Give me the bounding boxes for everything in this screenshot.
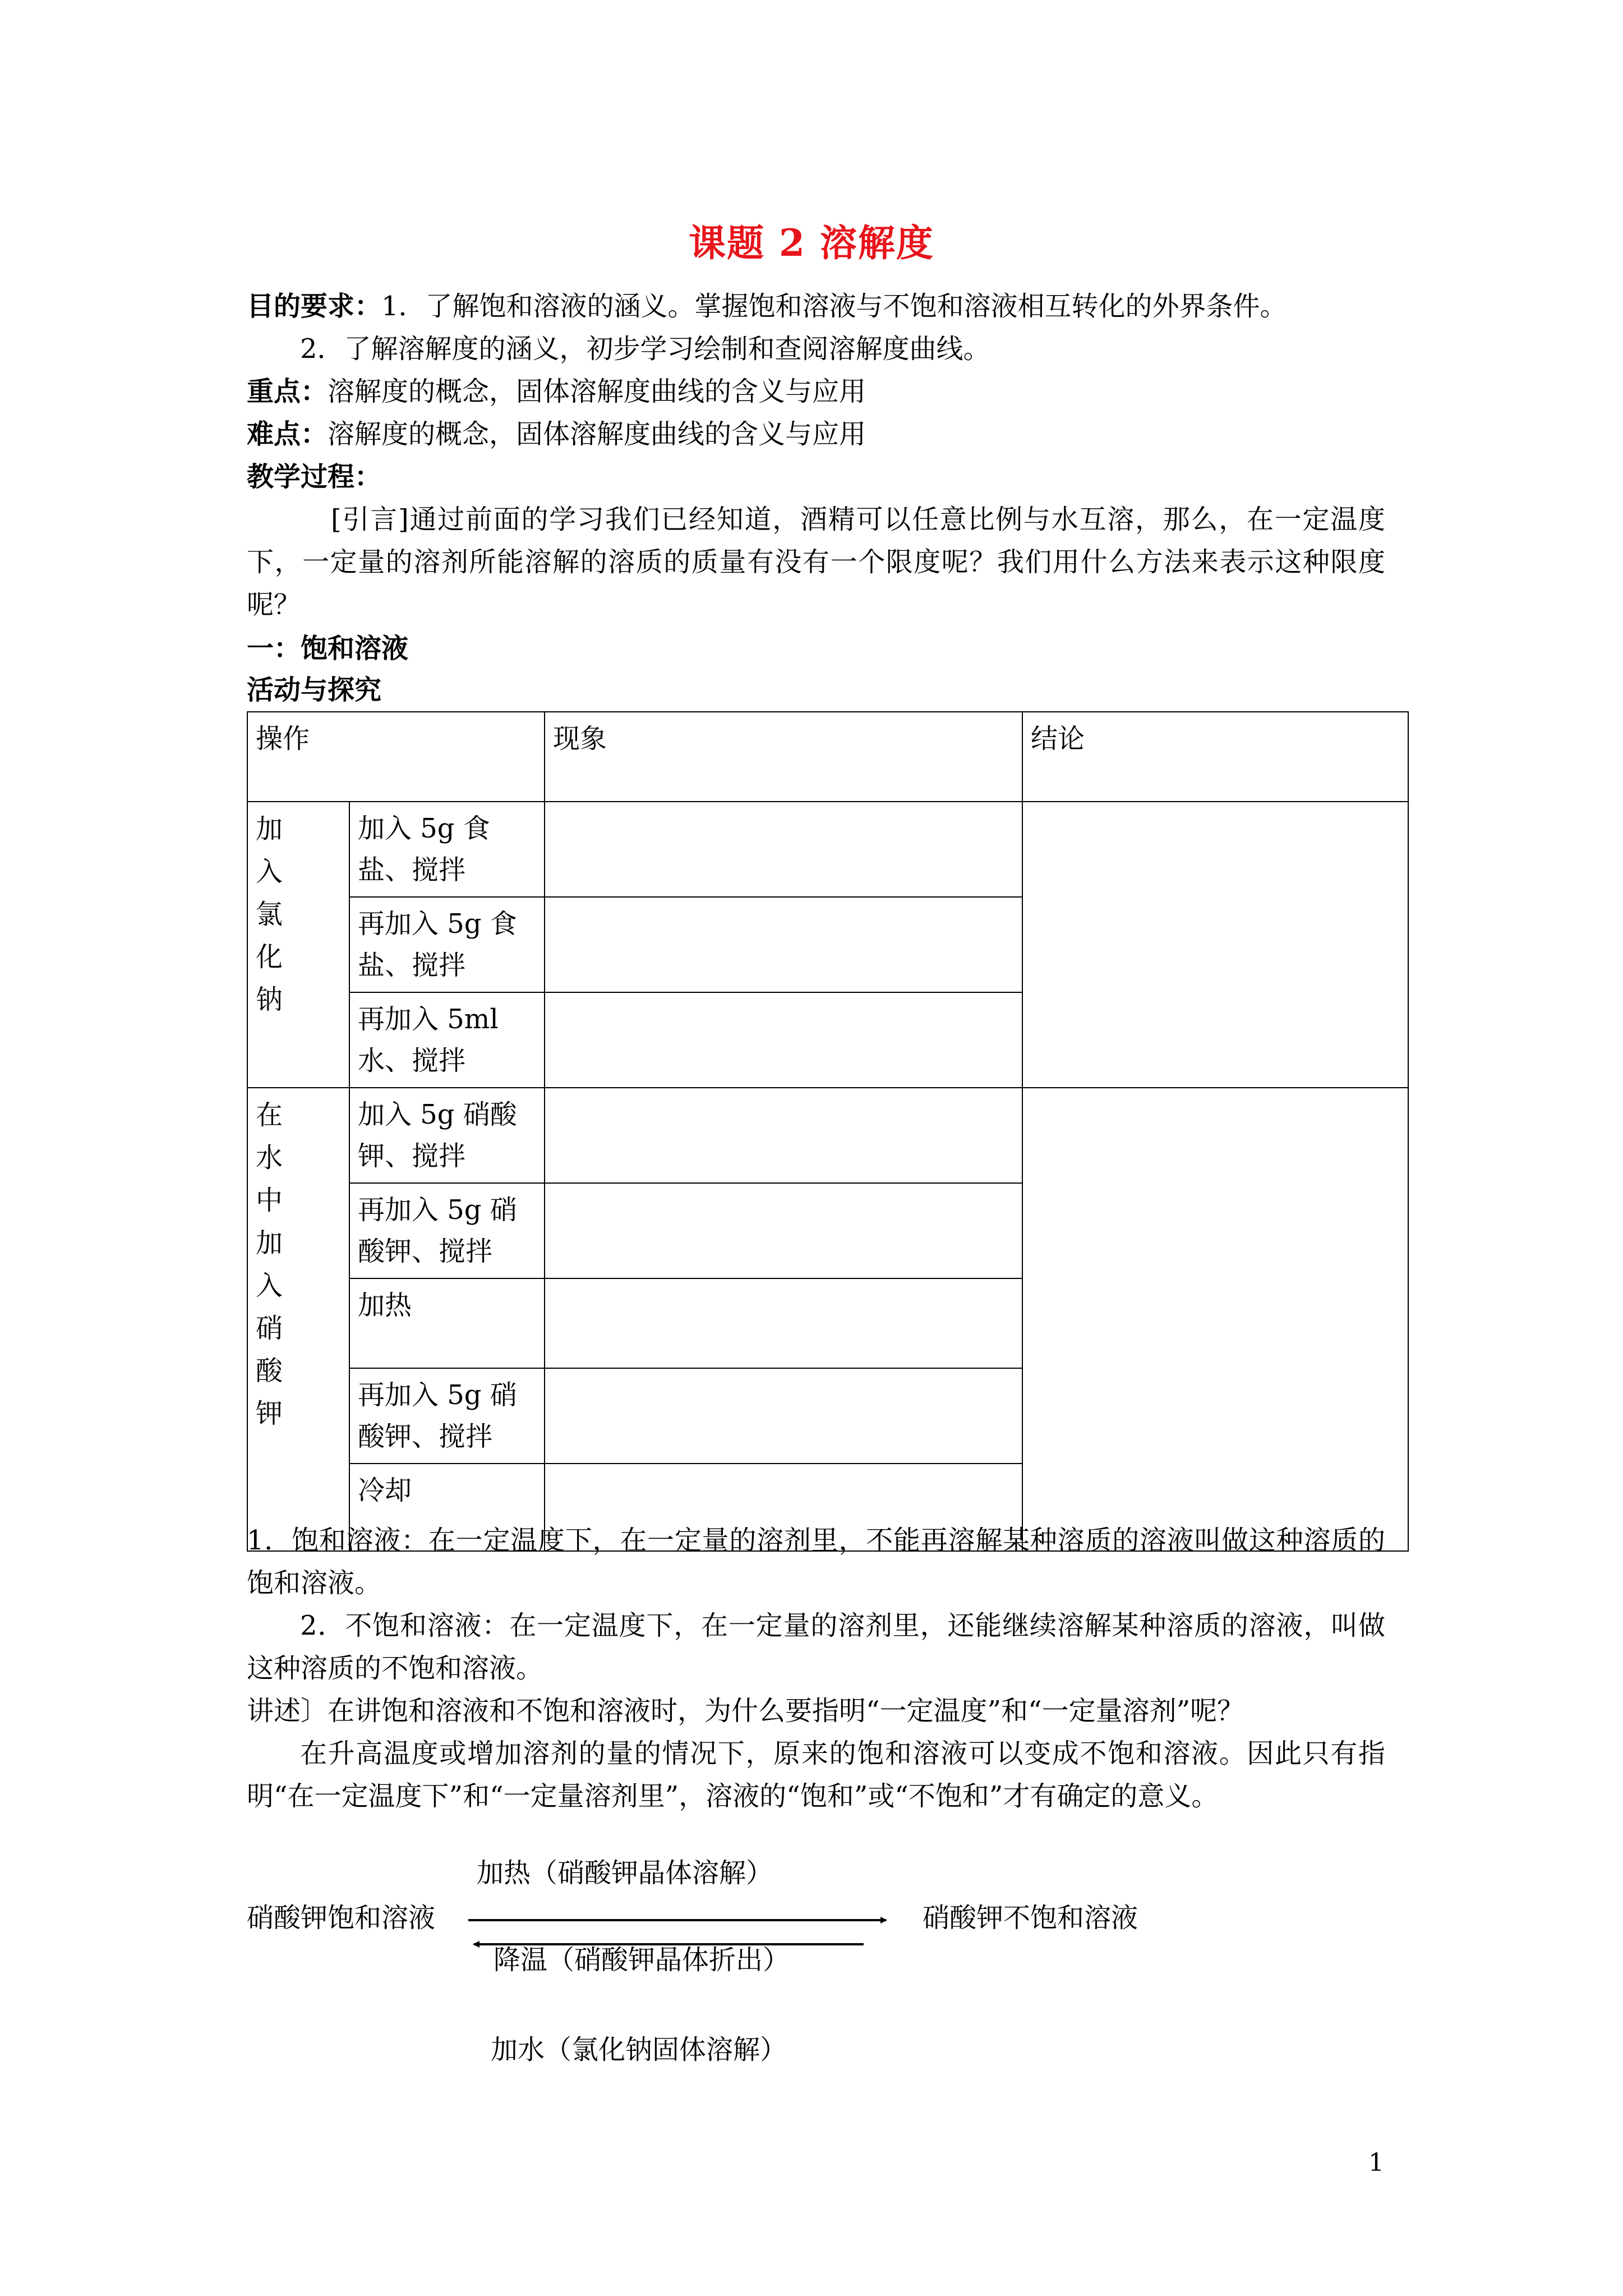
explanation-paragraph: 在升高温度或增加溶剂的量的情况下，原来的饱和溶液可以变成不饱和溶液。因此只有指明“在一定温度下”和“一定量溶剂里”，溶液的“饱和”或“不饱和”才有确定的意义。 [247,1738,1385,1812]
definition-unsaturated: 2．不饱和溶液：在一定温度下，在一定量的溶剂里，还能继续溶解某种溶质的溶液，叫做这种溶质的不饱和溶液。 [247,1610,1385,1684]
header-conclusion: 结论 [1022,712,1408,802]
header-phenomenon: 现象 [545,712,1022,802]
key-point-label: 重点： [247,376,328,407]
objective-2: 2．了解溶解度的涵义，初步学习绘制和查阅溶解度曲线。 [300,333,990,365]
page-title: 课题 2 溶解度 [689,221,934,265]
difficulty-text: 溶解度的概念，固体溶解度曲线的含义与应用 [328,418,866,450]
operation-cell: 再加入 5g 硝酸钾、搅拌 [349,1368,545,1464]
conversion-left: 硝酸钾饱和溶液 [247,1902,436,1934]
operation-cell: 再加入 5ml 水、搅拌 [349,992,545,1088]
difficulty-label: 难点： [247,418,328,450]
lecture-question: 讲述〕在讲饱和溶液和不饱和溶液时，为什么要指明“一定温度”和“一定量溶剂”呢？ [247,1695,1244,1727]
definition-saturated: 1．饱和溶液：在一定温度下，在一定量的溶剂里，不能再溶解某种溶质的溶液叫做这种溶质的饱和溶液。 [247,1525,1385,1599]
conversion-right: 硝酸钾不饱和溶液 [923,1902,1138,1934]
operation-cell: 冷却 [349,1464,545,1551]
key-point-text: 溶解度的概念，固体溶解度曲线的含义与应用 [328,376,866,407]
conversion-extra-label: 加水（氯化钠固体溶解） [491,2034,787,2065]
header-operation: 操作 [247,712,545,802]
objectives-label: 目的要求： [247,291,382,322]
section-heading-saturated: 一：饱和溶液 [247,633,409,664]
conversion-top-label: 加热（硝酸钾晶体溶解） [477,1857,773,1889]
process-label: 教学过程： [247,461,382,493]
group-label-kno3: 在水中加入硝酸钾 [247,1088,349,1551]
intro-paragraph: [引言]通过前面的学习我们已经知道，酒精可以任意比例与水互溶，那么，在一定温度下，一定量的溶剂所能溶解的溶质的质量有没有一个限度呢？我们用什么方法来表示这种限度呢？ [247,504,1385,620]
operation-cell: 加入 5g 食盐、搅拌 [349,802,545,897]
activity-heading: 活动与探究 [247,674,382,706]
operation-cell: 加热 [349,1278,545,1368]
group-label-nacl: 加入氯化钠 [247,802,349,1088]
objective-1: 1．了解饱和溶液的涵义。掌握饱和溶液与不饱和溶液相互转化的外界条件。 [381,291,1287,322]
operation-cell: 加入 5g 硝酸钾、搅拌 [349,1088,545,1183]
conversion-bottom-label: 降温（硝酸钾晶体折出） [494,1944,790,1976]
operation-cell: 再加入 5g 食盐、搅拌 [349,897,545,992]
operation-cell: 再加入 5g 硝酸钾、搅拌 [349,1183,545,1278]
page-number: 1 [1368,2148,1384,2177]
